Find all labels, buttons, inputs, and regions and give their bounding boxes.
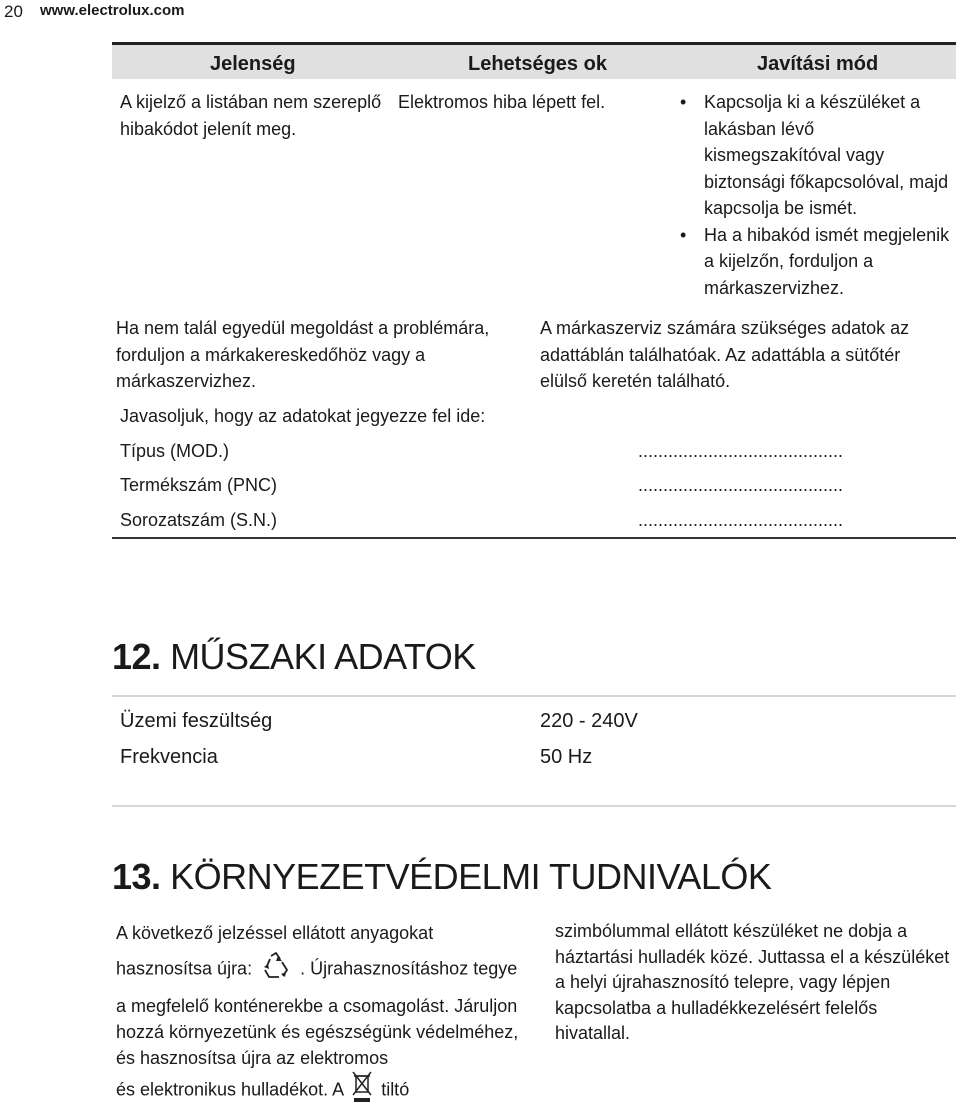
env-text: és elektronikus hulladékot. A — [116, 1079, 344, 1100]
spec-bottom-rule — [112, 805, 956, 807]
column-header-fix: Javítási mód — [757, 53, 879, 75]
env-line: A következő jelzéssel ellátott anyagokat — [116, 923, 434, 943]
field-label-pnc: Termékszám (PNC) — [120, 475, 278, 495]
env-line — [116, 952, 526, 987]
spec-label-frequency: Frekvencia — [120, 746, 218, 768]
section-12-heading: MŰSZAKI ADATOK — [170, 636, 476, 677]
rating-plate-info: A márkaszerviz számára szükséges adatok az adattáblán találhatóak. Az adattábla a sütőtér elülső keretén található. — [540, 318, 910, 391]
fix-cell — [704, 89, 954, 301]
spec-table — [112, 697, 956, 809]
contact-advice: Ha nem talál egyedül megoldást a problémára, forduljon a márkakereskedőhöz vagy a márkaszervizhez. — [116, 318, 490, 391]
page-number: 20 — [4, 2, 23, 21]
symptom-cell: A kijelző a listában nem szereplő hibakódot jelenít meg. — [120, 92, 382, 139]
cause-cell: Elektromos hiba lépett fel. — [398, 92, 606, 112]
column-header-symptom: Jelenség — [210, 53, 296, 75]
section-13-heading: KÖRNYEZETVÉDELMI TUDNIVALÓK — [170, 856, 772, 897]
fix-item: • Ha a hibakód ismét megjelenik a kijelzőn, forduljon a márkaszervizhez. — [704, 222, 954, 302]
spec-value-voltage: 220 - 240V — [540, 710, 638, 732]
table-bottom-rule — [112, 537, 956, 539]
environment-text-right: szimbólummal ellátott készüléket ne dobja a háztartási hulladék közé. Juttassa el a készüléket a helyi újrahasznosító telepre, vagy lépjen kapcsolatba a hulladékkezelésért felelős hivatallal. — [555, 921, 950, 1043]
record-note: Javasoljuk, hogy az adatokat jegyezze fel ide: — [120, 406, 486, 426]
field-value-model: ......................................... — [638, 441, 844, 461]
column-header-cause: Lehetséges ok — [468, 53, 607, 75]
env-line — [116, 1071, 526, 1110]
site-url[interactable]: www.electrolux.com — [40, 2, 185, 19]
field-label-serial: Sorozatszám (S.N.) — [120, 510, 278, 530]
table-header — [112, 45, 956, 79]
recycle-icon — [261, 952, 291, 987]
spec-label-voltage: Üzemi feszültség — [120, 710, 273, 732]
spec-value-frequency: 50 Hz — [540, 746, 593, 768]
section-13-number: 13. — [112, 856, 161, 897]
field-label-model: Típus (MOD.) — [120, 441, 230, 461]
section-13-title — [112, 856, 771, 898]
env-text: hasznosítsa újra: — [116, 958, 253, 979]
env-text: . Újrahasznosításhoz tegye — [300, 958, 518, 979]
troubleshooting-table — [112, 42, 956, 530]
fix-item: • Kapcsolja ki a készüléket a lakásban lévő kismegszakítóval vagy biztonsági főkapcsolóval, majd kapcsolja be ismét. — [704, 89, 954, 222]
section-12-title — [112, 636, 476, 678]
env-line: a megfelelő konténerekbe a csomagolást. Járuljon hozzá környezetünk és egészségünk védelméhez, és hasznosítsa újra az elektromos — [116, 996, 519, 1068]
environment-text-left — [116, 920, 526, 1110]
env-text: tiltó — [381, 1079, 410, 1100]
section-12-number: 12. — [112, 636, 161, 677]
crossed-bin-icon — [352, 1071, 372, 1110]
field-value-pnc: ......................................... — [638, 475, 844, 495]
field-value-serial: ......................................... — [638, 510, 844, 530]
